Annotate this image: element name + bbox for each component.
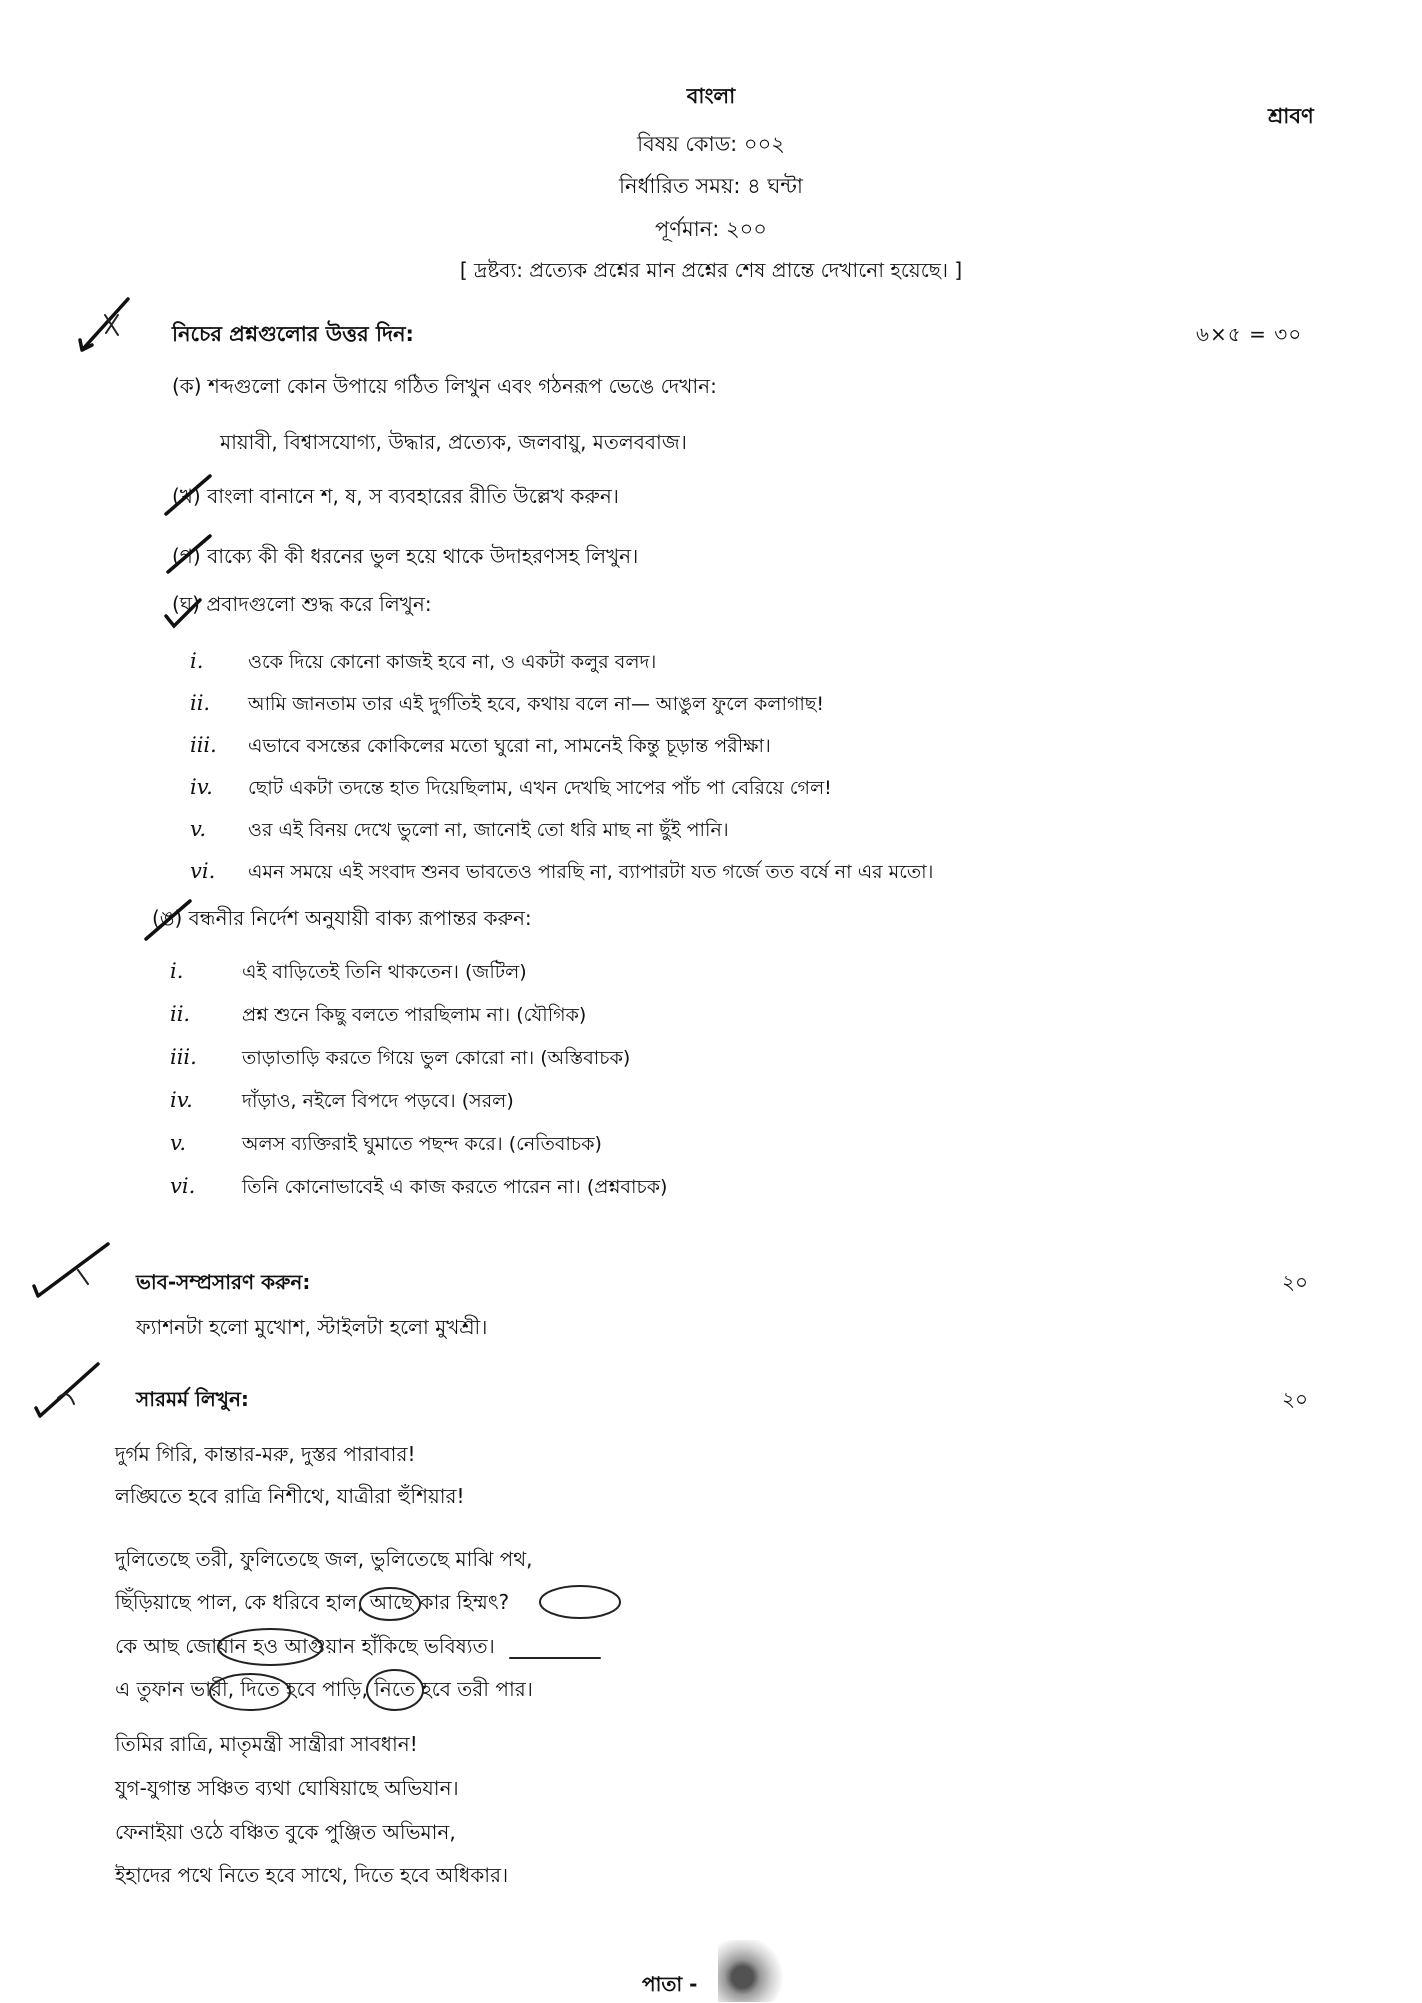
item-text: এই বাড়িতেই তিনি থাকতেন। (জটিল): [242, 961, 527, 983]
q1-ga-text: বাক্যে কী কী ধরনের ভুল হয়ে থাকে উদাহরণসহ লিখুন।: [207, 544, 639, 568]
item-number: v.: [190, 817, 207, 841]
subject-title: বাংলা: [686, 84, 736, 108]
list-item: [170, 1001, 586, 1033]
poem-line: ছিঁড়িয়াছে পাল, কে ধরিবে হাল, আছে কার হিম্মৎ?: [115, 1590, 510, 1614]
handwritten-annotations: [100, 1580, 660, 1720]
item-text: ছোট একটা তদন্তে হাত দিয়েছিলাম, এখন দেখছি সাপের পাঁচ পা বেরিয়ে গেল!: [248, 777, 832, 799]
item-number: ii.: [190, 691, 211, 715]
poem-line: তিমির রাত্রি, মাতৃমন্ত্রী সান্ত্রীরা সাবধান!: [115, 1732, 418, 1756]
poem-line: এ তুফান ভারী, দিতে হবে পাড়ি, নিতে হবে তরী পার।: [115, 1677, 533, 1701]
q1-ga: [172, 542, 638, 575]
item-text: ওকে দিয়ে কোনো কাজই হবে না, ও একটা কলুর বলদ।: [248, 651, 657, 673]
q1-gha-label: (ঘ): [172, 592, 200, 616]
q3-title: সারমর্ম লিখুন:: [136, 1387, 249, 1411]
q2-text: ফ্যাশনটা হলো মুখোশ, স্টাইলটা হলো মুখশ্রী।: [136, 1315, 488, 1339]
scan-smudge: [718, 1940, 788, 2002]
full-marks: পূর্ণমান: ২০০: [655, 217, 767, 241]
q3-marks: ২০: [1282, 1387, 1309, 1411]
poem-line: লঙ্ঘিতে হবে রাত্রি নিশীথে, যাত্রীরা হুঁশিয়ার!: [115, 1484, 465, 1508]
q1-kha: [172, 482, 619, 515]
tick-mark-icon: [28, 1358, 118, 1428]
tick-mark-icon: [70, 295, 140, 360]
item-text: প্রশ্ন শুনে কিছু বলতে পারছিলাম না। (যৌগিক): [242, 1004, 587, 1026]
q1-ga-label: (গ): [172, 544, 201, 568]
item-number: vi.: [190, 859, 216, 883]
item-text: তিনি কোনোভাবেই এ কাজ করতে পারেন না। (প্রশ্নবাচক): [242, 1176, 668, 1198]
q1-ka: [172, 372, 717, 405]
time-allowed: নির্ধারিত সময়: ৪ ঘন্টা: [619, 174, 803, 198]
list-item: [170, 1087, 514, 1119]
q1-kha-label: (খ): [172, 484, 201, 508]
q1-gha: [172, 590, 432, 623]
q1-umo: [152, 904, 532, 937]
q1-kha-text: বাংলা বানানে শ, ষ, স ব্যবহারের রীতি উল্লেখ করুন।: [207, 484, 619, 508]
item-text: এমন সময়ে এই সংবাদ শুনব ভাবতেও পারছি না, ব্যাপারটা যত গর্জে তত বর্ষে না এর মতো।: [248, 861, 934, 883]
q1-ka-text: শব্দগুলো কোন উপায়ে গঠিত লিখুন এবং গঠনরূপ ভেঙে দেখান:: [207, 374, 717, 398]
item-number: iv.: [170, 1088, 193, 1112]
item-number: iv.: [190, 775, 213, 799]
poem-line: ইহাদের পথে নিতে হবে সাথে, দিতে হবে অধিকার।: [115, 1863, 509, 1887]
q2-marks: ২০: [1282, 1270, 1309, 1294]
q1-marks: ৬×৫ = ৩০: [1196, 322, 1303, 346]
poem-line: দুর্গম গিরি, কান্তার-মরু, দুস্তর পারাবার!: [115, 1442, 416, 1466]
list-item: [190, 816, 729, 848]
poem-line: যুগ-যুগান্ত সঞ্চিত ব্যথা ঘোষিয়াছে অভিযান।: [115, 1776, 459, 1800]
list-item: [170, 1130, 602, 1162]
poem-line: ফেনাইয়া ওঠে বঞ্চিত বুকে পুঞ্জিত অভিমান,: [115, 1820, 456, 1844]
item-number: iii.: [190, 733, 217, 757]
q1-ka-words: মায়াবী, বিশ্বাসযোগ্য, উদ্ধার, প্রত্যেক, জলবায়ু, মতলববাজ।: [220, 430, 687, 454]
item-text: ওর এই বিনয় দেখে ভুলো না, জানোই তো ধরি মাছ না ছুঁই পানি।: [248, 819, 729, 841]
q1-ka-label: (ক): [172, 374, 202, 398]
list-item: [190, 858, 933, 890]
item-text: এভাবে বসন্তের কোকিলের মতো ঘুরো না, সামনেই কিন্তু চূড়ান্ত পরীক্ষা।: [248, 735, 771, 757]
q2-title: ভাব-সম্প্রসারণ করুন:: [136, 1270, 311, 1294]
list-item: [190, 690, 824, 722]
q1-umo-label: (ঙ): [152, 906, 183, 930]
item-text: তাড়াতাড়ি করতে গিয়ে ভুল কোরো না। (অস্তিবাচক): [242, 1047, 631, 1069]
list-item: [170, 958, 527, 990]
item-number: ii.: [170, 1002, 191, 1026]
item-number: i.: [190, 649, 204, 673]
session-label: শ্রাবণ: [1268, 104, 1314, 128]
list-item: [190, 648, 656, 680]
item-number: i.: [170, 959, 184, 983]
item-number: v.: [170, 1131, 187, 1155]
q1-gha-text: প্রবাদগুলো শুদ্ধ করে লিখুন:: [206, 592, 432, 616]
item-text: অলস ব্যক্তিরাই ঘুমাতে পছন্দ করে। (নেতিবাচক): [242, 1133, 602, 1155]
instruction-note: [ দ্রষ্টব্য: প্রত্যেক প্রশ্নের মান প্রশ্নের শেষ প্রান্তে দেখানো হয়েছে। ]: [459, 258, 963, 282]
page-label: পাতা -: [642, 1972, 698, 1996]
poem-line: দুলিতেছে তরী, ফুলিতেছে জল, ভুলিতেছে মাঝি পথ,: [115, 1547, 533, 1571]
list-item: [170, 1173, 667, 1205]
list-item: [190, 732, 771, 764]
item-text: দাঁড়াও, নইলে বিপদে পড়বে। (সরল): [242, 1090, 514, 1112]
poem-line: কে আছ জোয়ান হও আগুয়ান হাঁকিছে ভবিষ্যত।: [115, 1634, 495, 1658]
item-number: vi.: [170, 1174, 196, 1198]
item-text: আমি জানতাম তার এই দুর্গতিই হবে, কথায় বলে না— আঙুল ফুলে কলাগাছ!: [248, 693, 825, 715]
subject-code: বিষয় কোড: ০০২: [637, 132, 785, 156]
list-item: [190, 774, 832, 806]
list-item: [170, 1044, 630, 1076]
q1-title: নিচের প্রশ্নগুলোর উত্তর দিন:: [172, 322, 414, 346]
q1-umo-text: বন্ধনীর নির্দেশ অনুযায়ী বাক্য রূপান্তর করুন:: [188, 906, 532, 930]
item-number: iii.: [170, 1045, 197, 1069]
tick-mark-icon: [28, 1238, 118, 1308]
